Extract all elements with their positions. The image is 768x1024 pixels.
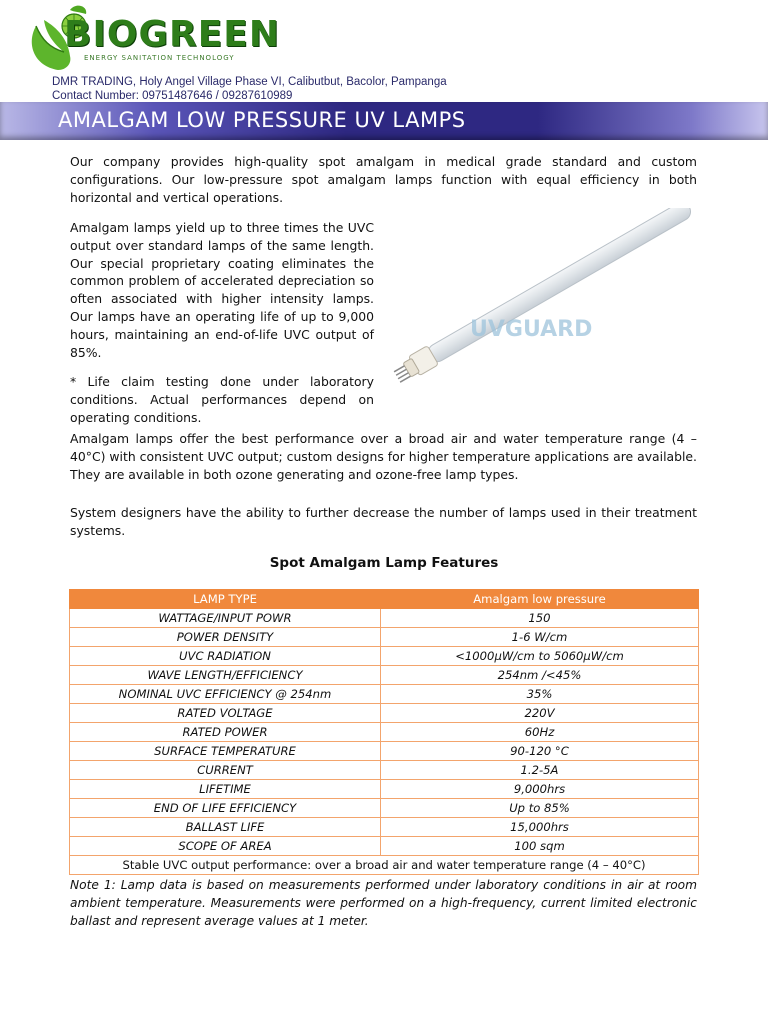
amalgam-paragraph: Amalgam lamps yield up to three times the UVC output over standard lamps of the same length. Our special proprietary coating eliminates the common problem of accelerated depreciation so often associated with higher intensity lamps. Our lamps have an operating life of up to 9,000 hours, maintaining an end-of-life UVC output of 85%. bbox=[70, 220, 374, 360]
logo-wordmark: BIOGREEN bbox=[64, 14, 281, 55]
company-info bbox=[52, 75, 447, 103]
spec-value: 100 sqm bbox=[381, 837, 699, 856]
lamp-data-note: Note 1: Lamp data is based on measurements performed under laboratory conditions in air at room ambient temperature. Measurements were performed on a high-frequency, current limited electronic ballast and represent average values at 1 meter. bbox=[70, 878, 697, 928]
spec-name: WATTAGE/INPUT POWR bbox=[70, 609, 381, 628]
page-header bbox=[0, 0, 768, 140]
table-header-cell: Amalgam low pressure bbox=[381, 590, 699, 609]
table-row bbox=[70, 761, 699, 780]
spec-value: <1000µW/cm to 5060µW/cm bbox=[381, 647, 699, 666]
spec-value: Up to 85% bbox=[381, 799, 699, 818]
logo-tagline: ENERGY SANITATION TECHNOLOGY bbox=[84, 54, 235, 62]
table-row bbox=[70, 685, 699, 704]
spec-value: 1-6 W/cm bbox=[381, 628, 699, 647]
features-table bbox=[69, 589, 699, 875]
table-row bbox=[70, 742, 699, 761]
spec-name: NOMINAL UVC EFFICIENCY @ 254nm bbox=[70, 685, 381, 704]
spec-value: 220V bbox=[381, 704, 699, 723]
spec-value: 9,000hrs bbox=[381, 780, 699, 799]
spec-name: SCOPE OF AREA bbox=[70, 837, 381, 856]
table-header-row bbox=[70, 590, 699, 609]
spec-name: CURRENT bbox=[70, 761, 381, 780]
company-address: DMR TRADING, Holy Angel Village Phase VI, Calibutbut, Bacolor, Pampanga bbox=[52, 76, 447, 88]
spec-value: 35% bbox=[381, 685, 699, 704]
uv-lamp-image bbox=[390, 208, 700, 408]
spec-value: 1.2-5A bbox=[381, 761, 699, 780]
spec-name: BALLAST LIFE bbox=[70, 818, 381, 837]
spec-value: 90-120 °C bbox=[381, 742, 699, 761]
temperature-paragraph: Amalgam lamps offer the best performance over a broad air and water temperature range (4 – 40°C) with consistent UVC output; custom designs for higher temperature applications are available. They are available in both ozone generating and ozone-free lamp types. bbox=[70, 431, 697, 482]
table-row bbox=[70, 647, 699, 666]
table-row bbox=[70, 780, 699, 799]
table-header-cell: LAMP TYPE bbox=[70, 590, 381, 609]
life-claim-note: * Life claim testing done under laboratory conditions. Actual performances depend on operating conditions. bbox=[70, 374, 374, 425]
spec-name: RATED VOLTAGE bbox=[70, 704, 381, 723]
spec-value: 150 bbox=[381, 609, 699, 628]
spec-name: LIFETIME bbox=[70, 780, 381, 799]
features-title: Spot Amalgam Lamp Features bbox=[269, 555, 499, 571]
table-row bbox=[70, 666, 699, 685]
spec-name: END OF LIFE EFFICIENCY bbox=[70, 799, 381, 818]
intro-paragraph: Our company provides high-quality spot amalgam in medical grade standard and custom configurations. Our low-pressure spot amalgam lamps function with equal efficiency in both horizontal and vertical operations. bbox=[70, 154, 697, 205]
spec-name: WAVE LENGTH/EFFICIENCY bbox=[70, 666, 381, 685]
table-row bbox=[70, 799, 699, 818]
table-row bbox=[70, 628, 699, 647]
spec-name: UVC RADIATION bbox=[70, 647, 381, 666]
table-row bbox=[70, 704, 699, 723]
spec-value: 254nm /<45% bbox=[381, 666, 699, 685]
spec-name: POWER DENSITY bbox=[70, 628, 381, 647]
table-row bbox=[70, 818, 699, 837]
table-row bbox=[70, 723, 699, 742]
spec-value: 15,000hrs bbox=[381, 818, 699, 837]
image-watermark: UVGUARD bbox=[470, 317, 593, 342]
biogreen-logo bbox=[24, 4, 281, 84]
spec-name: SURFACE TEMPERATURE bbox=[70, 742, 381, 761]
table-footer-row bbox=[70, 856, 699, 875]
table-row bbox=[70, 609, 699, 628]
page-title: AMALGAM LOW PRESSURE UV LAMPS bbox=[58, 108, 466, 132]
spec-value: 60Hz bbox=[381, 723, 699, 742]
title-banner bbox=[0, 102, 768, 140]
company-contact: Contact Number: 09751487646 / 09287610989 bbox=[52, 90, 293, 102]
spec-name: RATED POWER bbox=[70, 723, 381, 742]
table-footer-note: Stable UVC output performance: over a broad air and water temperature range (4 – 40°C) bbox=[70, 856, 699, 875]
table-row bbox=[70, 837, 699, 856]
designers-paragraph: System designers have the ability to further decrease the number of lamps used in their treatment systems. bbox=[70, 505, 697, 538]
